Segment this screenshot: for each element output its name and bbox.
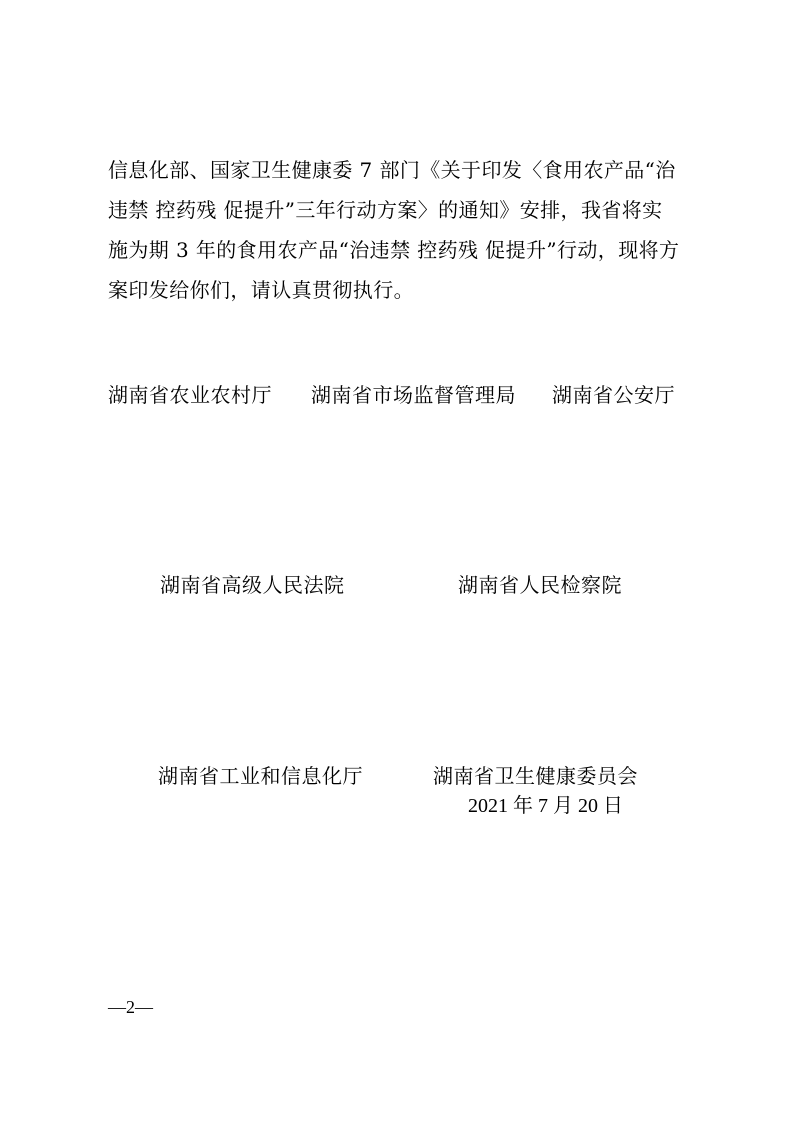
signatory-industry-it-dept: 湖南省工业和信息化厅 bbox=[158, 764, 363, 788]
issue-date: 2021 年 7 月 20 日 bbox=[468, 795, 623, 817]
body-line: 案印发给你们，请认真贯彻执行。 bbox=[108, 278, 414, 302]
body-line: 违禁 控药残 促提升”三年行动方案〉的通知》安排，我省将实 bbox=[108, 198, 663, 222]
signatory-procuratorate: 湖南省人民检察院 bbox=[458, 573, 622, 597]
signatory-high-court: 湖南省高级人民法院 bbox=[160, 573, 345, 597]
page-number: —2— bbox=[108, 997, 153, 1017]
body-paragraph bbox=[108, 150, 693, 310]
signatory-health-commission: 湖南省卫生健康委员会 bbox=[433, 764, 638, 788]
signatory-agriculture-dept: 湖南省农业农村厅 bbox=[108, 383, 272, 407]
signatory-public-security: 湖南省公安厅 bbox=[552, 383, 675, 407]
signatory-market-supervision: 湖南省市场监督管理局 bbox=[311, 383, 516, 407]
body-line: 施为期 3 年的食用农产品“治违禁 控药残 促提升”行动，现将方 bbox=[108, 238, 680, 262]
body-line: 信息化部、国家卫生健康委 7 部门《关于印发〈食用农产品“治 bbox=[108, 158, 676, 182]
